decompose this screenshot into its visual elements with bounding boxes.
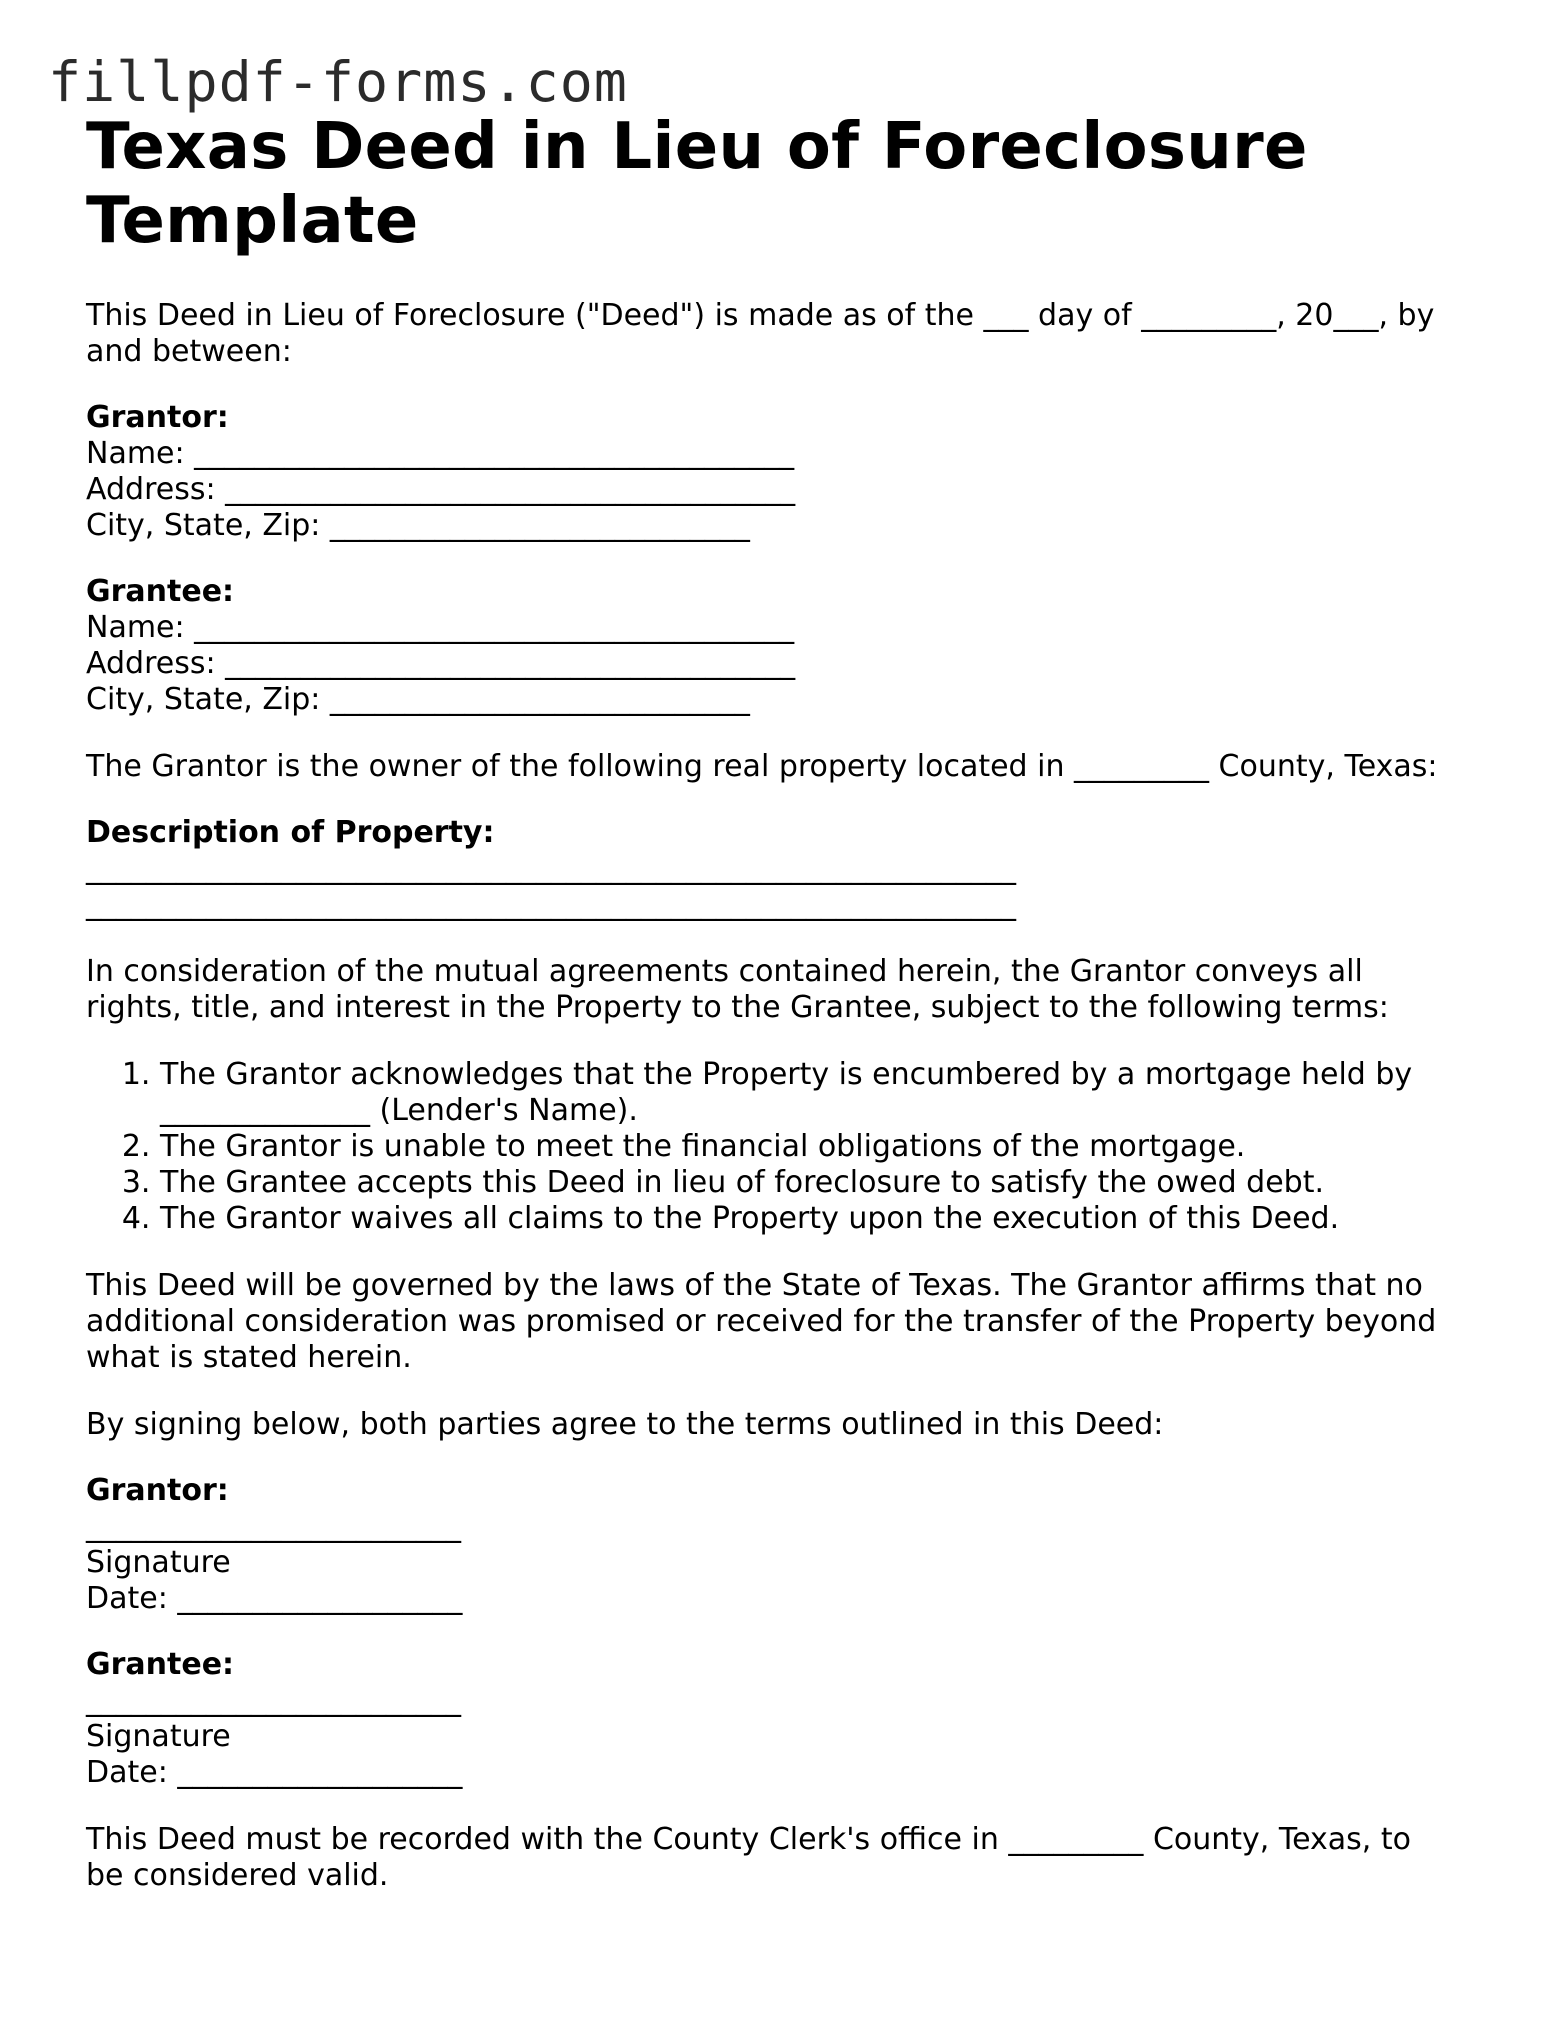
term-item bbox=[160, 1201, 1496, 1237]
description-line-2[interactable]: ______________________________________________________________ bbox=[86, 887, 1016, 922]
grantee-name-field[interactable]: Name: ________________________________________ bbox=[86, 610, 795, 645]
county-statement: The Grantor is the owner of the following real property located in _________ County, Texas: bbox=[86, 749, 1438, 784]
term-item bbox=[160, 1057, 1496, 1129]
grantor-name-field[interactable]: Name: ________________________________________ bbox=[86, 436, 795, 471]
governing-line-3: what is stated herein. bbox=[86, 1340, 412, 1375]
description-section bbox=[86, 815, 1496, 923]
governing-line-1: This Deed will be governed by the laws of the State of Texas. The Grantor affirms that no bbox=[86, 1268, 1423, 1303]
term-4-text: The Grantor waives all claims to the Property upon the execution of this Deed. bbox=[160, 1201, 1340, 1236]
governing-line-2: additional consideration was promised or received for the transfer of the Property beyond bbox=[86, 1304, 1437, 1339]
document-title bbox=[86, 110, 1496, 258]
term-item bbox=[160, 1165, 1496, 1201]
intro-line-2: and between: bbox=[86, 334, 292, 369]
grantee-city-field[interactable]: City, State, Zip: ____________________________ bbox=[86, 682, 750, 717]
grantor-signature-line[interactable]: _________________________ bbox=[86, 1509, 461, 1544]
term-item bbox=[160, 1129, 1496, 1165]
consideration-line-2: rights, title, and interest in the Property to the Grantee, subject to the following terms: bbox=[86, 990, 1389, 1025]
grantor-address-field[interactable]: Address: ______________________________________ bbox=[86, 472, 796, 507]
grantor-signature-heading: Grantor: bbox=[86, 1473, 229, 1508]
intro-paragraph bbox=[86, 298, 1496, 370]
grantee-signature-block bbox=[86, 1647, 1496, 1791]
term-3-text: The Grantee accepts this Deed in lieu of foreclosure to satisfy the owed debt. bbox=[160, 1165, 1325, 1200]
grantee-signature-label: Signature bbox=[86, 1719, 231, 1754]
consideration-line-1: In consideration of the mutual agreements contained herein, the Grantor conveys all bbox=[86, 954, 1363, 989]
title-line-2: Template bbox=[86, 184, 419, 258]
recording-paragraph bbox=[86, 1822, 1496, 1894]
signing-intro: By signing below, both parties agree to the terms outlined in this Deed: bbox=[86, 1407, 1164, 1442]
term-1-line-1: The Grantor acknowledges that the Property is encumbered by a mortgage held by bbox=[160, 1057, 1413, 1092]
grantee-section bbox=[86, 574, 1496, 718]
grantee-heading: Grantee: bbox=[86, 574, 235, 609]
grantee-signature-heading: Grantee: bbox=[86, 1647, 235, 1682]
grantor-date-field[interactable]: Date: ___________________ bbox=[86, 1581, 463, 1616]
governing-paragraph bbox=[86, 1268, 1496, 1376]
grantor-city-field[interactable]: City, State, Zip: ____________________________ bbox=[86, 508, 750, 543]
title-line-1: Texas Deed in Lieu of Foreclosure bbox=[86, 110, 1308, 184]
intro-line-1: This Deed in Lieu of Foreclosure ("Deed") is made as of the ___ day of _________, 20___, by bbox=[86, 298, 1435, 333]
consideration-paragraph bbox=[86, 954, 1496, 1026]
term-1-line-2: ______________ (Lender's Name). bbox=[160, 1093, 638, 1128]
watermark: fillpdf-forms.com bbox=[48, 50, 628, 114]
grantee-address-field[interactable]: Address: ______________________________________ bbox=[86, 646, 796, 681]
grantor-section bbox=[86, 400, 1496, 544]
record-line-1: This Deed must be recorded with the County Clerk's office in _________ County, Texas, to bbox=[86, 1822, 1411, 1857]
terms-list bbox=[86, 1057, 1496, 1237]
term-2-text: The Grantor is unable to meet the financial obligations of the mortgage. bbox=[160, 1129, 1246, 1164]
grantor-signature-label: Signature bbox=[86, 1545, 231, 1580]
description-line-1[interactable]: ______________________________________________________________ bbox=[86, 851, 1016, 886]
description-heading: Description of Property: bbox=[86, 815, 495, 850]
record-line-2: be considered valid. bbox=[86, 1858, 389, 1893]
grantor-signature-block bbox=[86, 1473, 1496, 1617]
document-page bbox=[86, 110, 1496, 1894]
grantee-date-field[interactable]: Date: ___________________ bbox=[86, 1755, 463, 1790]
grantor-heading: Grantor: bbox=[86, 400, 229, 435]
grantee-signature-line[interactable]: _________________________ bbox=[86, 1683, 461, 1718]
